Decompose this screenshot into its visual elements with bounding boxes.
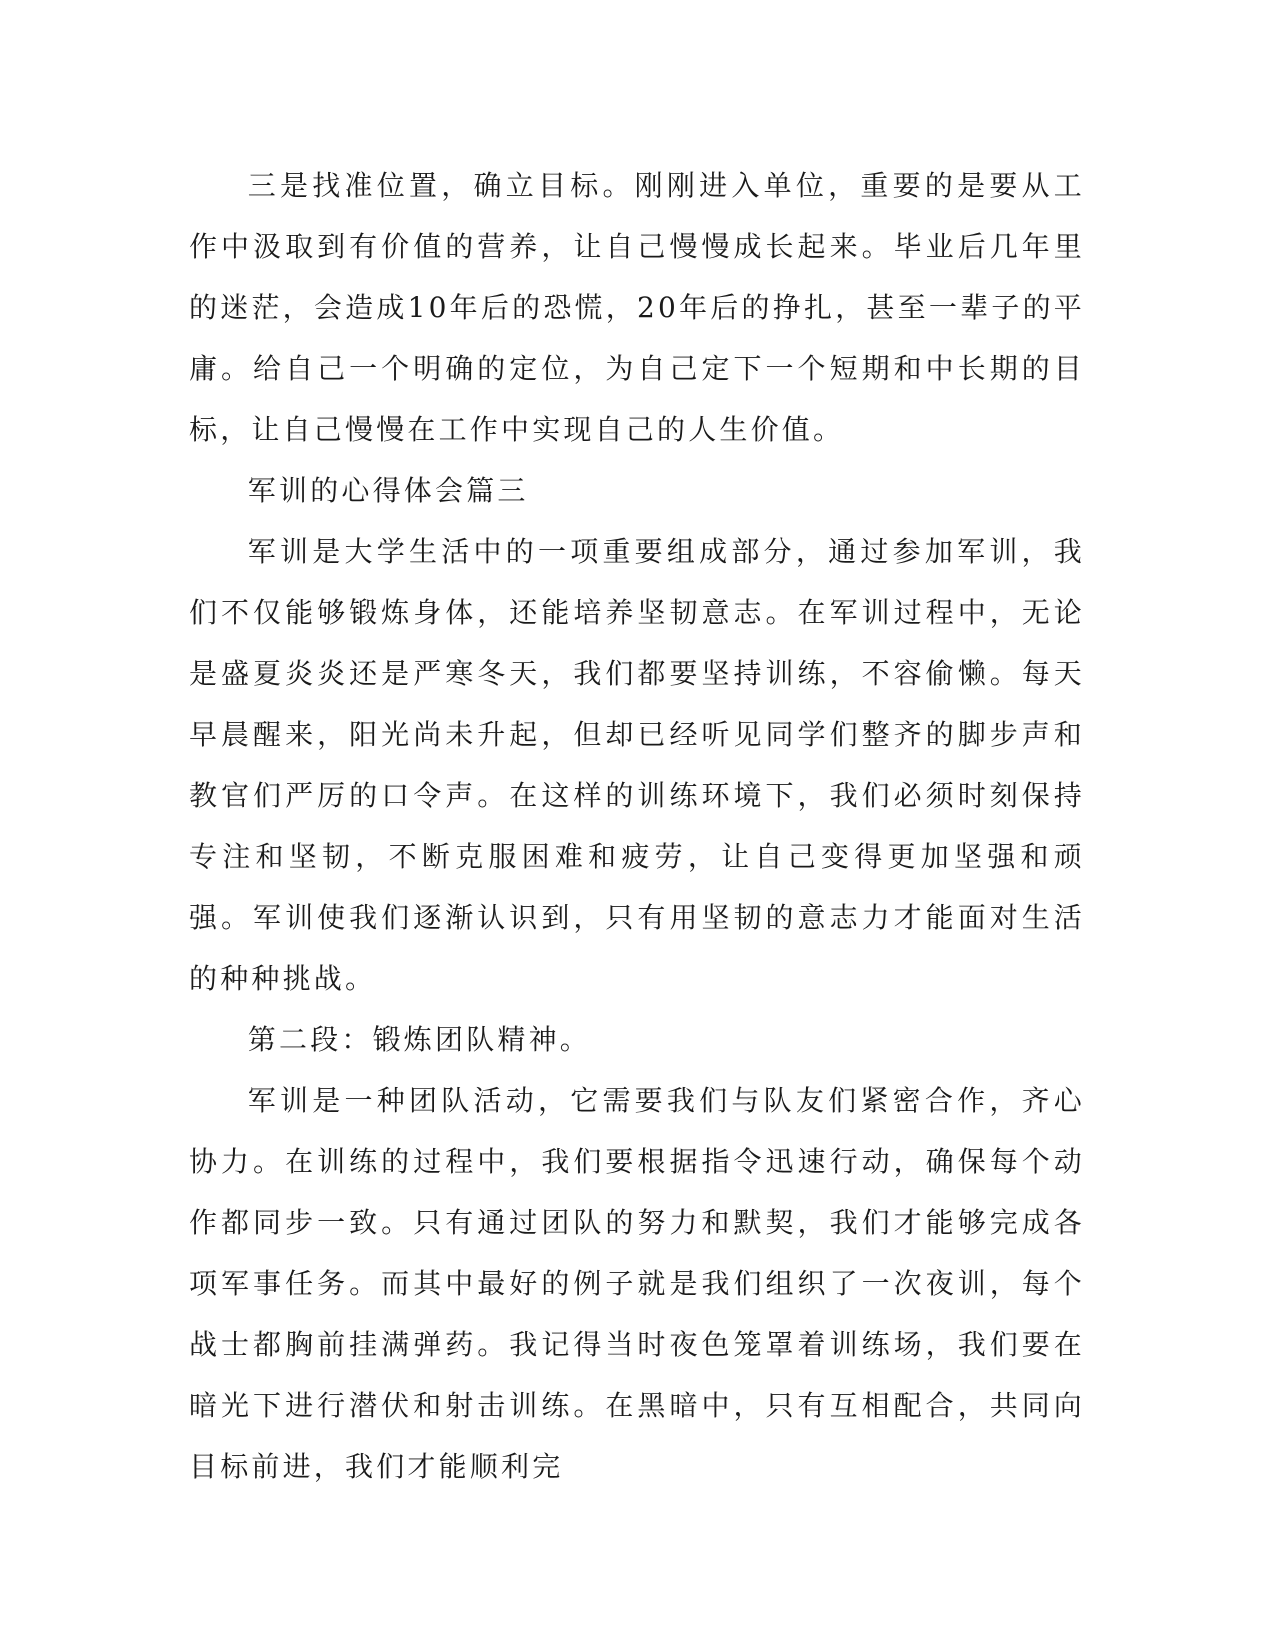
paragraph-find-position: 三是找准位置，确立目标。刚刚进入单位，重要的是要从工作中汲取到有价值的营养，让自己慢慢成长起来。毕业后几年里的迷茫，会造成10年后的恐慌，20年后的挣扎，甚至一辈子的平庸。给自己一个明确的定位，为自己定下一个短期和中长期的目标，让自己慢慢在工作中实现自己的人生价值。 [189,169,1085,446]
section-heading-part-three: 军训的心得体会篇三 [247,474,529,507]
paragraph-team-activity: 军训是一种团队活动，它需要我们与队友们紧密合作，齐心协力。在训练的过程中，我们要根据指令迅速行动，确保每个动作都同步一致。只有通过团队的努力和默契，我们才能够完成各项军事任务。而其中最好的例子就是我们组织了一次夜训，每个战士都胸前挂满弹药。我记得当时夜色笼罩着训练场，我们要在暗光下进行潜伏和射击训练。在黑暗中，只有互相配合，共同向目标前进，我们才能顺利完 [189,1084,1085,1483]
section-heading-team-spirit: 第二段：锻炼团队精神。 [247,1023,591,1056]
paragraph-military-training-will: 军训是大学生活中的一项重要组成部分，通过参加军训，我们不仅能够锻炼身体，还能培养坚韧意志。在军训过程中，无论是盛夏炎炎还是严寒冬天，我们都要坚持训练，不容偷懒。每天早晨醒来，阳光尚未升起，但却已经听见同学们整齐的脚步声和教官们严厉的口令声。在这样的训练环境下，我们必须时刻保持专注和坚韧，不断克服困难和疲劳，让自己变得更加坚强和顽强。军训使我们逐渐认识到，只有用坚韧的意志力才能面对生活的种种挑战。 [189,535,1085,995]
document-body [189,155,1085,1497]
